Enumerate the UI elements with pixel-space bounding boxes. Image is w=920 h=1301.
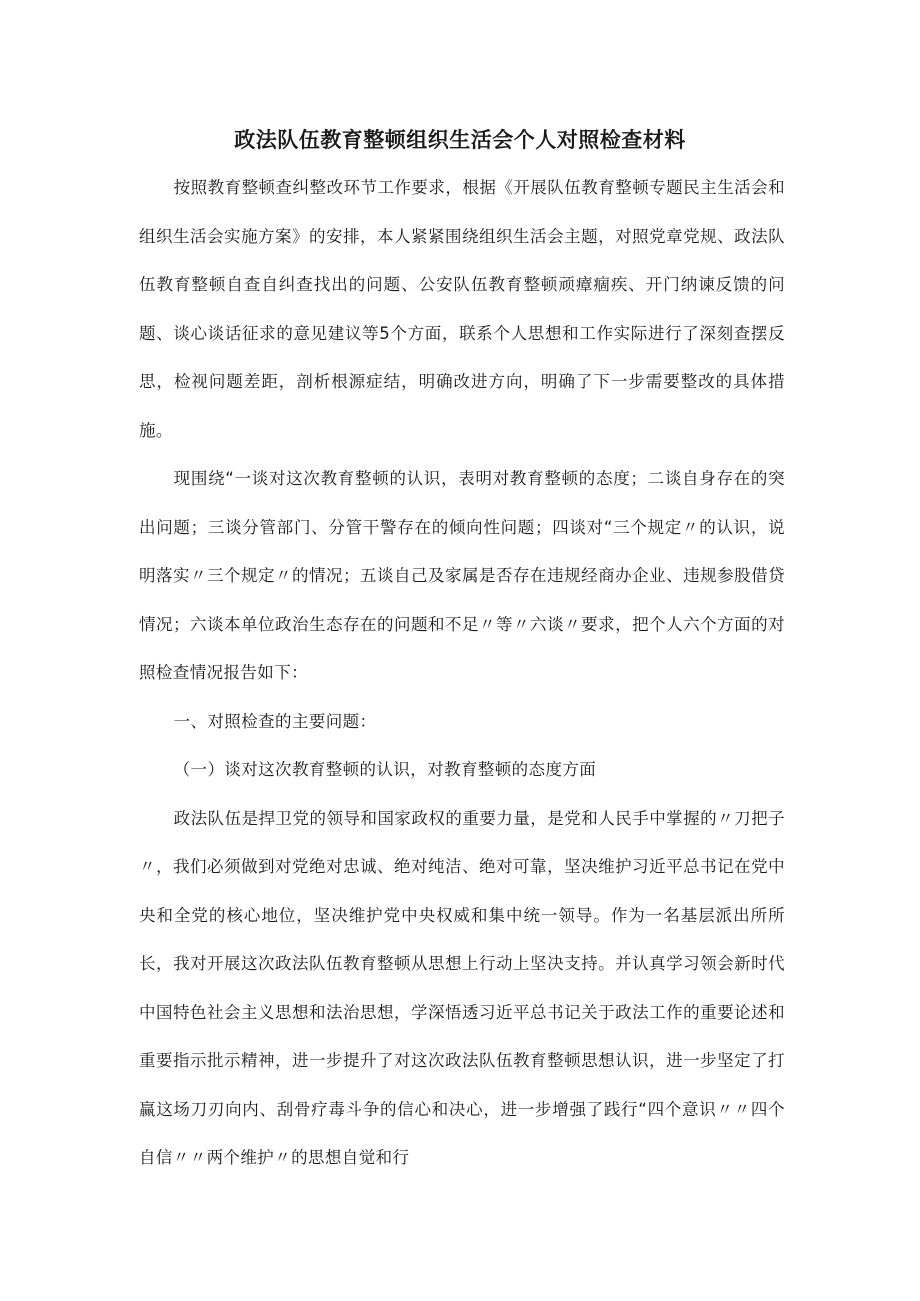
intro-paragraph-2: 现围绕“一谈对这次教育整顿的认识，表明对教育整顿的态度；二谈自身存在的突出问题；三谈分管部门、分管干警存在的倾向性问题；四谈对“三个规定〃的认识，说明落实〃三个规定〃的情况；五谈自己及家属是否存在违规经商办企业、违规参股借贷情况；六谈本单位政治生态存在的问题和不足〃等〃六谈〃要求，把个人六个方面的对照检查情况报告如下：: [139, 469, 785, 682]
intro-paragraph-1: 按照教育整顿查纠整改环节工作要求，根据《开展队伍教育整顿专题民主生活会和组织生活会实施方案》的安排，本人紧紧围绕组织生活会主题，对照党章党规、政法队伍教育整顿自查自纠查找出的问题、公安队伍教育整顿顽瘴痼疾、开门纳谏反馈的问题、谈心谈话征求的意见建议等5个方面，联系个人思想和工作实际进行了深刻查摆反思，检视问题差距，剖析根源症结，明确改进方向，明确了下一步需要整改的具体措施。: [139, 178, 785, 440]
subsection-heading: （一）谈对这次教育整顿的认识，对教育整顿的态度方面: [173, 760, 597, 779]
section-heading: 一、对照检查的主要问题：: [173, 711, 377, 731]
subsection-paragraph: 政法队伍是捍卫党的领导和国家政权的重要力量，是党和人民手中掌握的〃刀把子〃，我们必须做到对党绝对忠诚、绝对纯洁、绝对可靠，坚决维护习近平总书记在党中央和全党的核心地位，坚决维护党中央权威和集中统一领导。作为一名基层派出所所长，我对开展这次政法队伍教育整顿从思想上行动上坚决支持。并认真学习领会新时代中国特色社会主义思想和法治思想，学深悟透习近平总书记关于政法工作的重要论述和重要指示批示精神，进一步提升了对这次政法队伍教育整顿思想认识，进一步坚定了打赢这场刀刃向内、刮骨疗毒斗争的信心和决心，进一步增强了践行“四个意识〃〃四个自信〃〃两个维护〃的思想自觉和行: [139, 808, 785, 1167]
document-body: [139, 164, 785, 1183]
document-title: 政法队伍教育整顿组织生活会个人对照检查材料: [234, 128, 686, 152]
